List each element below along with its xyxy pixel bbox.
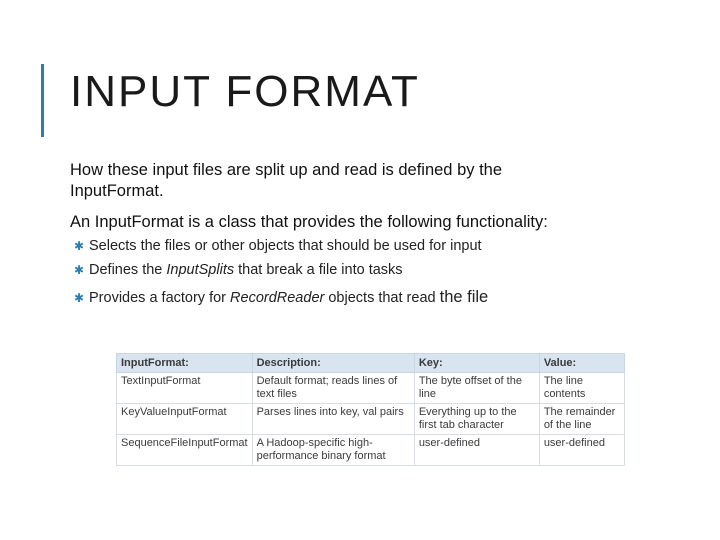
bullet-text — [89, 258, 403, 282]
list-item — [74, 258, 488, 282]
table-cell: Everything up to the first tab character — [414, 404, 539, 435]
table-header-row — [117, 354, 625, 373]
functionality-paragraph: An InputFormat is a class that provides the following functionality: — [70, 213, 548, 231]
table-cell: TextInputFormat — [117, 373, 253, 404]
functionality-list — [74, 234, 488, 312]
bullet-emphasis: InputSplits — [166, 262, 235, 278]
intro-paragraph: How these input files are split up and read is defined by the InputFormat. — [70, 161, 503, 200]
table-cell: SequenceFileInputFormat — [117, 435, 253, 466]
bullet-tail: the file — [439, 288, 489, 306]
table-cell: user-defined — [414, 435, 539, 466]
column-header-inputformat: InputFormat: — [117, 354, 253, 373]
table-cell: user-defined — [539, 435, 624, 466]
asterisk-bullet-icon: ✱ — [74, 263, 85, 277]
column-header-key: Key: — [414, 354, 539, 373]
bullet-text — [89, 282, 488, 313]
list-item — [74, 282, 488, 312]
bullet-text: Selects the files or other objects that should be used for input — [89, 238, 482, 254]
table-cell: A Hadoop-specific high-performance binary format — [252, 435, 414, 466]
table-cell: KeyValueInputFormat — [117, 404, 253, 435]
bullet-suffix: that break a file into tasks — [234, 262, 403, 278]
table-cell: The line contents — [539, 373, 624, 404]
bullet-prefix: Defines the — [89, 262, 167, 278]
asterisk-bullet-icon: ✱ — [74, 291, 85, 305]
table-cell: Parses lines into key, val pairs — [252, 404, 414, 435]
table-cell: Default format; reads lines of text files — [252, 373, 414, 404]
bullet-suffix: objects that read — [324, 290, 440, 306]
list-item — [74, 234, 488, 258]
input-format-table — [116, 353, 625, 464]
slide-title: INPUT FORMAT — [70, 67, 420, 116]
column-header-value: Value: — [539, 354, 624, 373]
table-cell: The byte offset of the line — [414, 373, 539, 404]
title-accent-bar — [41, 64, 44, 137]
column-header-description: Description: — [252, 354, 414, 373]
table-row — [117, 404, 625, 435]
asterisk-bullet-icon: ✱ — [74, 239, 85, 253]
bullet-prefix: Provides a factory for — [89, 290, 231, 306]
table-cell: The remainder of the line — [539, 404, 624, 435]
table-row — [117, 373, 625, 404]
bullet-emphasis: RecordReader — [230, 290, 325, 306]
table-row — [117, 435, 625, 466]
